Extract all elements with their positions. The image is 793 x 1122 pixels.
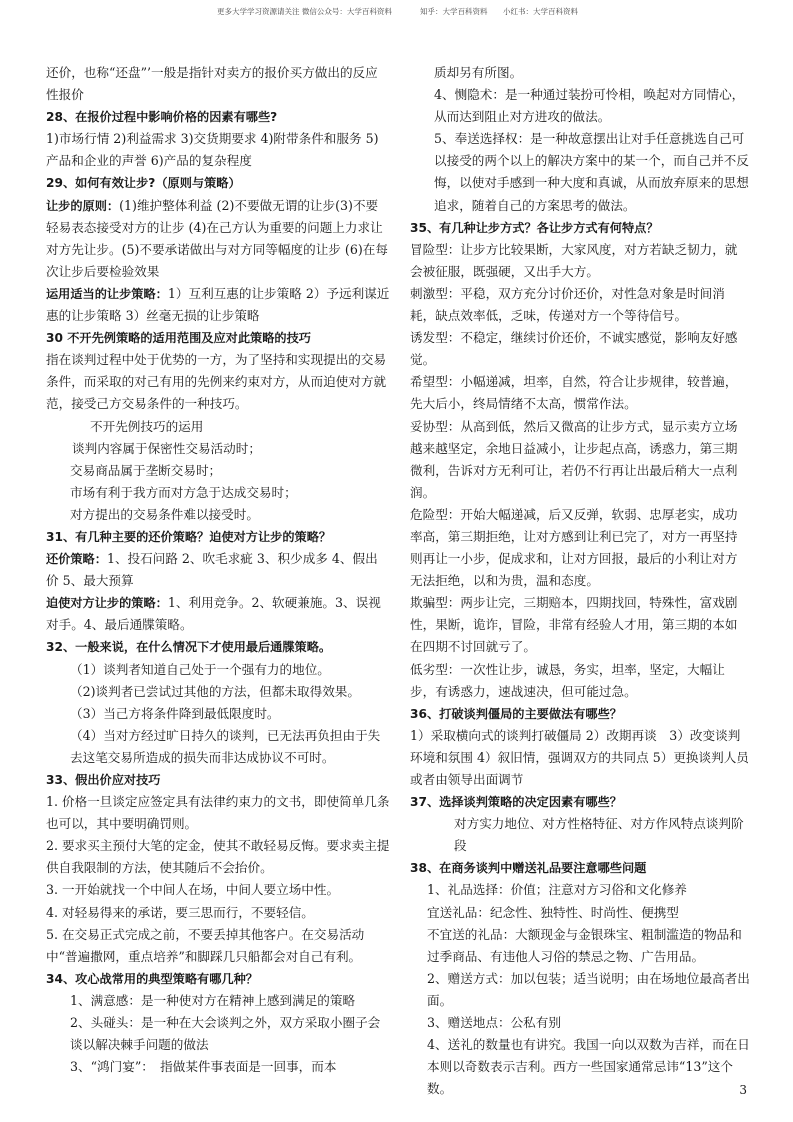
list-item: 4. 对轻易得来的承诺，要三思而行，不要轻信。 — [46, 904, 314, 920]
list-item: （3）当己方将条件降到最低限度时。 — [70, 705, 280, 721]
list-item: 欺骗型：两步让完，三期赔本，四期找回，特殊性，富戏剧性，果断，诡诈，冒险，非常有经验人才用，第三期的本如在四期不讨回就亏了。 — [410, 595, 738, 655]
answer-text — [46, 283, 390, 327]
answer-label: 迫使对方让步的策略： — [46, 596, 168, 611]
list-item: 冒险型：让步方比较果断，大家风度，对方若缺乏韧力，就会被征服，既强硬，又出手大方。 — [410, 241, 738, 279]
answer-text: 对方实力地位、对方性格特征、对方作风特点谈判阶段 — [454, 816, 744, 854]
question-heading: 36、打破谈判僵局的主要做法有哪些？ — [410, 706, 622, 721]
list-item: （1）谈判者知道自己处于一个强有力的地位。 — [70, 661, 330, 677]
header-zhihu: 知乎：大学百科资料 — [420, 7, 488, 16]
list-item: 刺激型：平稳，双方充分讨价还价，对性急对象是时间消耗，缺点效率低，乏味，传递对方一个等待信号。 — [410, 285, 725, 324]
question-heading: 34、攻心战常用的典型策略有哪几种？ — [46, 971, 258, 986]
left-column — [46, 62, 390, 1078]
right-column — [410, 62, 750, 1100]
answer-text: 1）采取横向式的谈判打破僵局 2）改期再谈 3）改变谈判环境和氛围 4）叙旧情，强调双方的共同点 5）更换谈判人员或者由领导出面调节 — [410, 727, 749, 787]
list-item: 4、送礼的数量也有讲究。我国一向以双数为吉祥，而在日本则以奇数表示吉利。西方一些国家通常忌讳“13”这个数。 — [427, 1037, 750, 1097]
question-heading: 33、假出价应对技巧 — [46, 773, 161, 787]
question-heading: 30 不开先例策略的适用范围及应对此策略的技巧 — [46, 331, 311, 346]
question-heading: 32、一般来说，在什么情况下才使用最后通牒策略。 — [46, 640, 332, 655]
page-number: 3 — [739, 1083, 747, 1097]
list-item: 3、赠送地点：公私有别 — [427, 1015, 561, 1031]
answer-text — [46, 548, 390, 592]
list-item: 1、礼品选择：价值；注意对方习俗和文化修养 — [427, 882, 687, 898]
list-item: 谈判内容属于保密性交易活动时； — [72, 440, 261, 456]
question-heading: 38、在商务谈判中赠送礼品要注意哪些问题 — [410, 861, 647, 876]
answer-text: 指在谈判过程中处于优势的一方，为了坚持和实现提出的交易条件，而采取的对己有用的先例来约束对方，从而迫使对方就范，接受己方交易条件的一种技巧。 — [46, 352, 387, 412]
list-item: 宜送礼品：纪念性、独特性、时尚性、便携型 — [427, 904, 679, 920]
paragraph: 还价，也称“还盘”’一般是指针对卖方的报价买方做出的反应性报价 — [46, 65, 378, 103]
list-item: 危险型：开始大幅递减，后又反弹，软弱、忠厚老实，成功率高，第三期拒绝，让对方感到让利已完了，对方一再坚持则再让一小步，促成求和，让对方回报，最后的小利让对方无法拒绝，以和为贵，温和态度。 — [410, 506, 738, 589]
question-heading: 35、有几种让步方式？各让步方式有何特点？ — [410, 220, 659, 235]
answer-body: (1)维护整体利益 (2)不要做无谓的让步(3)不要轻易表态接受对方的让步 (4)在己方认为重要的问题上力求让对方先让步。(5)不要承诺做出与对方同等幅度的让步 (6)在每次让步后要检验效果 — [46, 197, 388, 279]
question-heading: 28、在报价过程中影响价格的因素有哪些? — [46, 110, 278, 125]
answer-label: 让步的原则： — [46, 198, 120, 213]
list-item: 5. 在交易正式完成之前，不要丢掉其他客户。在交易活动中“普遍撒网，重点培养”和脚踩几只船都会对自己有利。 — [46, 926, 365, 964]
list-item: 诱发型：不稳定，继续讨价还价，不诚实感觉，影响友好感觉。 — [410, 330, 738, 368]
list-item: 5、奉送选择权：是一种故意摆出让对手任意挑选自己可以接受的两个以上的解决方案中的某一个，而自己并不反悔，以使对手感到一种大度和真诚，从而放弃原来的思想追求，随着自己的方案思考的做法。 — [434, 131, 749, 213]
header-xiaohongshu: 小红书：大学百科资料 — [503, 7, 578, 16]
list-item: 对方提出的交易条件难以接受时。 — [70, 506, 259, 522]
list-item: 质却另有所图。 — [434, 65, 523, 80]
list-item: 1、满意感：是一种使对方在精神上感到满足的策略 — [70, 992, 356, 1008]
list-item: 妥协型：从高到低，然后又微高的让步方式，显示卖方立场越来越坚定，余地日益减小，让步起点高，诱惑力，第三期微利，告诉对方无利可让，若仍不行再让出最后稍大一点利润。 — [410, 418, 738, 500]
list-item: （2)谈判者已尝试过其他的方法，但都未取得效果。 — [70, 683, 360, 699]
list-item: 希望型：小幅递减，坦率，自然，符合让步规律，较普遍，先大后小，终局情绪不太高，惯常作法。 — [410, 374, 738, 412]
list-item: 1. 价格一旦谈定应签定具有法律约束力的文书，即使简单几条也可以，其中要明确罚则。 — [46, 794, 390, 832]
question-heading: 29、如何有效让步?（原则与策略） — [46, 176, 241, 191]
answer-label: 还价策略： — [46, 552, 107, 567]
answer-text: 1)市场行情 2)利益需求 3)交货期要求 4)附带条件和服务 5)产品和企业的声誉 6)产品的复杂程度 — [46, 131, 379, 169]
list-item: 2、头碰头：是一种在大会谈判之外，双方采取小圈子会谈以解决棘手问题的做法 — [70, 1015, 381, 1053]
sub-heading: 不开先例技巧的运用 — [90, 418, 204, 434]
list-item: 3. 一开始就找一个中间人在场，中间人要立场中性。 — [46, 882, 340, 898]
answer-body: 1、投石问路 2、吹毛求疵 3、积少成多 4、假出价 5、最大预算 — [46, 551, 378, 589]
list-item: 不宜送的礼品：大额现金与金银珠宝、粗制滥造的物品和过季商品、有违他人习俗的禁忌之物、广告用品。 — [427, 926, 742, 964]
answer-body: 1）互利互惠的让步策略 2）予远利谋近惠的让步策略 3）丝毫无损的让步策略 — [46, 285, 390, 324]
list-item: 4、恻隐术：是一种通过装扮可怜相，唤起对方同情心，从而达到阻止对方进攻的做法。 — [434, 87, 745, 125]
answer-text — [46, 592, 390, 636]
question-heading: 37、选择谈判策略的决定因素有哪些？ — [410, 795, 622, 810]
list-item: 交易商品属于垄断交易时； — [70, 462, 222, 478]
answer-label: 运用适当的让步策略： — [46, 286, 168, 301]
list-item: 3、“鸿门宴”： 指做某件事表面是一回事，而本 — [70, 1059, 337, 1075]
header-wechat: 更多大学学习资源请关注 微信公众号：大学百科资料 — [217, 7, 392, 16]
list-item: （4）当对方经过旷日持久的谈判，已无法再负担由于失去这笔交易所造成的损失而非达成协议不可时。 — [70, 727, 381, 765]
answer-body: 1、利用竞争。2、软硬兼施。3、误视对手。4、最后通牒策略。 — [46, 595, 381, 633]
list-item: 低劣型：一次性让步，诚恳，务实，坦率，坚定，大幅让步，有诱惑力，速战速决，但可能过急。 — [410, 661, 725, 699]
answer-text — [46, 195, 390, 283]
question-heading: 31、有几种主要的还价策略？迫使对方让步的策略？ — [46, 529, 332, 544]
list-item: 2、赠送方式：加以包装；适当说明；由在场地位最高者出面。 — [427, 970, 750, 1008]
list-item: 2. 要求买主预付大笔的定金，使其不敢轻易反悔。要求卖主提供自我限制的方法，使其随后不会抬价。 — [46, 838, 390, 876]
list-item: 市场有利于我方而对方急于达成交易时； — [70, 484, 297, 500]
